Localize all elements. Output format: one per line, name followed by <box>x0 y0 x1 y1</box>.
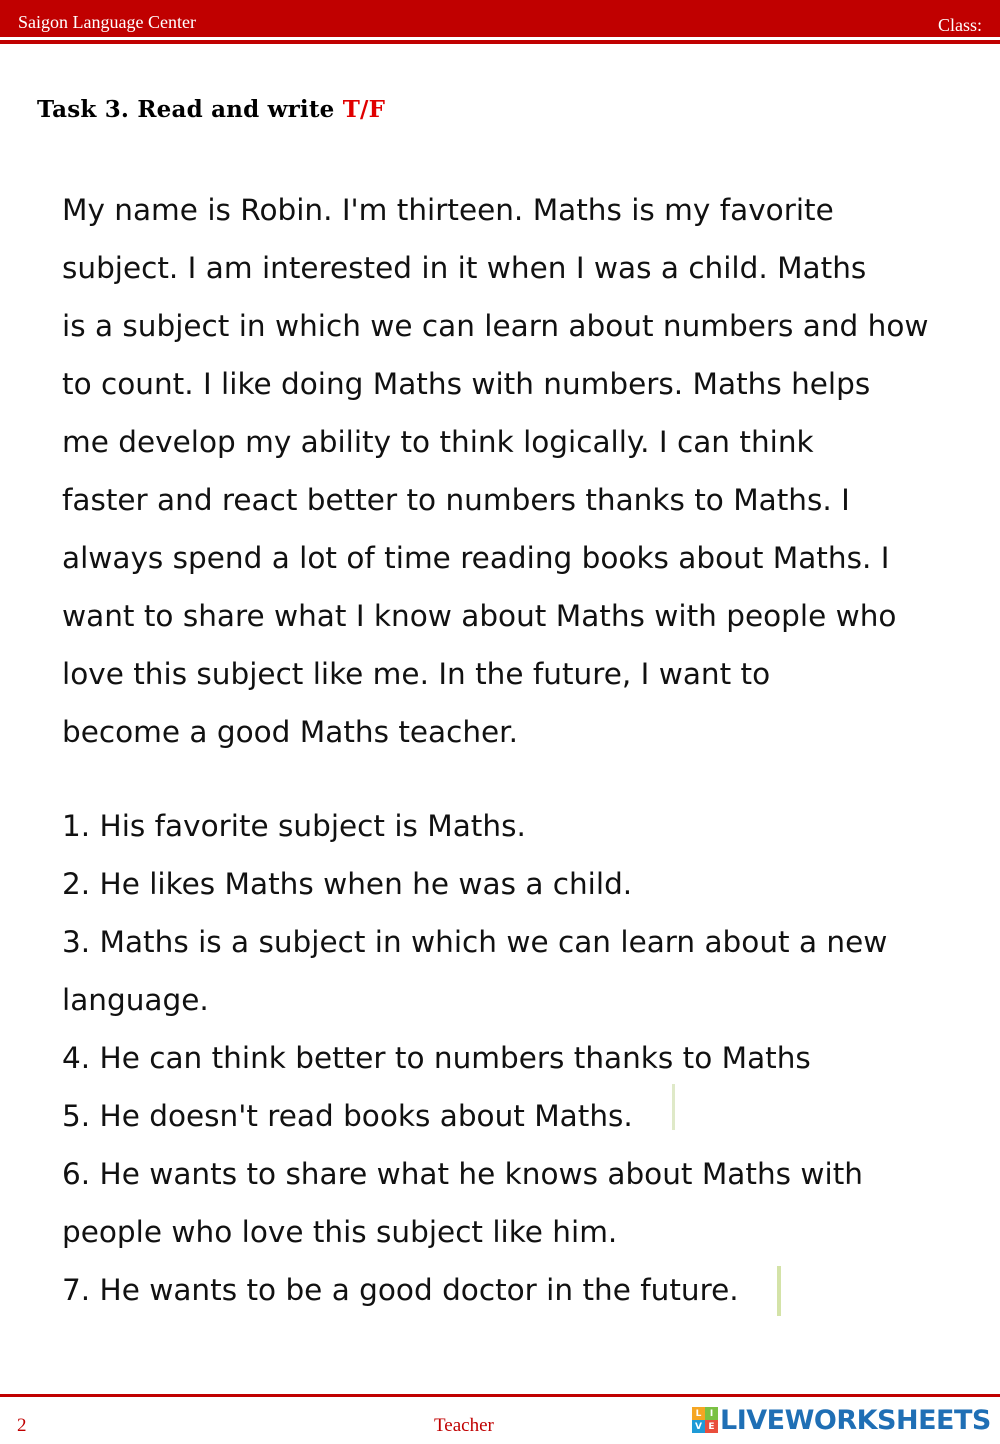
passage-line: become a good Maths teacher. <box>62 715 518 749</box>
question-3: 3. Maths is a subject in which we can learn about a new <box>62 925 888 959</box>
brand-name: LIVEWORKSHEETS <box>720 1404 991 1436</box>
class-label: Class: <box>937 15 982 35</box>
liveworksheets-brand[interactable] <box>692 1405 991 1435</box>
passage-line: My name is Robin. I'm thirteen. Maths is my favorite <box>62 193 834 227</box>
reading-passage <box>62 181 967 761</box>
question-6-continued: people who love this subject like him. <box>62 1215 618 1249</box>
answer-input-5[interactable] <box>672 1084 675 1130</box>
question-3-continued: language. <box>62 983 209 1017</box>
task-title-text: Task 3. Read and write <box>37 96 343 123</box>
passage-line: love this subject like me. In the future, I want to <box>62 657 771 691</box>
task-title <box>37 96 385 123</box>
logo-tile: V <box>692 1420 705 1433</box>
question-7: 7. He wants to be a good doctor in the future. <box>62 1273 739 1307</box>
passage-line: subject. I am interested in it when I was a child. Maths <box>62 251 867 285</box>
footer-teacher-label: Teacher <box>434 1415 494 1436</box>
page-header <box>0 0 1000 46</box>
school-name: Saigon Language Center <box>18 12 196 32</box>
question-4: 4. He can think better to numbers thanks to Maths <box>62 1041 811 1075</box>
liveworksheets-logo-icon <box>692 1407 718 1433</box>
task-title-tf: T/F <box>342 96 386 123</box>
question-5: 5. He doesn't read books about Maths. <box>62 1099 633 1133</box>
logo-tile: L <box>692 1407 705 1420</box>
footer-rule <box>0 1394 1000 1397</box>
logo-tile: I <box>705 1407 718 1420</box>
header-rule <box>0 40 1000 44</box>
logo-tile: E <box>705 1420 718 1433</box>
passage-line: to count. I like doing Maths with numbers. Maths helps <box>62 367 871 401</box>
passage-line: faster and react better to numbers thanks to Maths. I <box>62 483 850 517</box>
question-1: 1. His favorite subject is Maths. <box>62 809 526 843</box>
answer-input-7[interactable] <box>777 1266 781 1316</box>
passage-line: me develop my ability to think logically. I can think <box>62 425 814 459</box>
passage-line: want to share what I know about Maths with people who <box>62 599 897 633</box>
passage-line: is a subject in which we can learn about numbers and how <box>62 309 929 343</box>
question-6: 6. He wants to share what he knows about Maths with <box>62 1157 863 1191</box>
question-list <box>62 797 967 1319</box>
passage-line: always spend a lot of time reading books about Maths. I <box>62 541 890 575</box>
page-number: 2 <box>17 1415 27 1436</box>
question-2: 2. He likes Maths when he was a child. <box>62 867 633 901</box>
